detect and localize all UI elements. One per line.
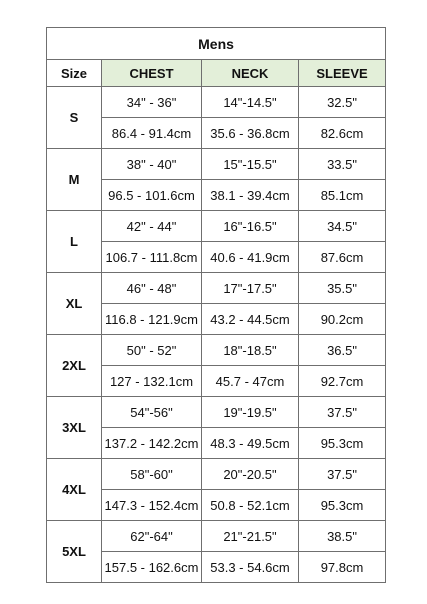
table-row [47, 273, 386, 304]
chest-inches-cell: 62"-64" [102, 521, 202, 552]
sleeve-cm-cell: 95.3cm [299, 428, 386, 459]
size-label: L [47, 211, 102, 273]
table-row [47, 149, 386, 180]
sleeve-cm-cell: 82.6cm [299, 118, 386, 149]
header-chest: CHEST [102, 60, 202, 87]
neck-inches-cell: 14"-14.5" [202, 87, 299, 118]
chest-cm-cell: 147.3 - 152.4cm [102, 490, 202, 521]
chest-inches-cell: 54"-56" [102, 397, 202, 428]
table-row [47, 521, 386, 552]
size-label: 4XL [47, 459, 102, 521]
size-label: 5XL [47, 521, 102, 583]
chest-cm-cell: 86.4 - 91.4cm [102, 118, 202, 149]
chest-inches-cell: 58"-60" [102, 459, 202, 490]
size-label: S [47, 87, 102, 149]
sleeve-inches-cell: 37.5" [299, 397, 386, 428]
chest-inches-cell: 38" - 40" [102, 149, 202, 180]
size-chart-table [46, 27, 386, 583]
chest-inches-cell: 46" - 48" [102, 273, 202, 304]
table-row [47, 397, 386, 428]
neck-inches-cell: 15"-15.5" [202, 149, 299, 180]
table-row [47, 211, 386, 242]
neck-inches-cell: 21"-21.5" [202, 521, 299, 552]
sleeve-cm-cell: 85.1cm [299, 180, 386, 211]
neck-inches-cell: 19"-19.5" [202, 397, 299, 428]
chest-cm-cell: 137.2 - 142.2cm [102, 428, 202, 459]
sleeve-inches-cell: 33.5" [299, 149, 386, 180]
sleeve-cm-cell: 97.8cm [299, 552, 386, 583]
size-label: M [47, 149, 102, 211]
size-label: 2XL [47, 335, 102, 397]
chest-cm-cell: 157.5 - 162.6cm [102, 552, 202, 583]
neck-cm-cell: 50.8 - 52.1cm [202, 490, 299, 521]
chest-cm-cell: 106.7 - 111.8cm [102, 242, 202, 273]
chest-inches-cell: 50" - 52" [102, 335, 202, 366]
table-row [47, 335, 386, 366]
neck-cm-cell: 40.6 - 41.9cm [202, 242, 299, 273]
size-label: XL [47, 273, 102, 335]
sleeve-cm-cell: 95.3cm [299, 490, 386, 521]
sleeve-inches-cell: 34.5" [299, 211, 386, 242]
neck-inches-cell: 16"-16.5" [202, 211, 299, 242]
neck-cm-cell: 48.3 - 49.5cm [202, 428, 299, 459]
chest-cm-cell: 116.8 - 121.9cm [102, 304, 202, 335]
header-sleeve: SLEEVE [299, 60, 386, 87]
sleeve-cm-cell: 92.7cm [299, 366, 386, 397]
table-title: Mens [47, 28, 386, 60]
chest-inches-cell: 42" - 44" [102, 211, 202, 242]
size-table-body [47, 87, 386, 583]
neck-cm-cell: 43.2 - 44.5cm [202, 304, 299, 335]
sleeve-inches-cell: 32.5" [299, 87, 386, 118]
size-label: 3XL [47, 397, 102, 459]
table-row [47, 87, 386, 118]
sleeve-cm-cell: 87.6cm [299, 242, 386, 273]
sleeve-cm-cell: 90.2cm [299, 304, 386, 335]
sleeve-inches-cell: 36.5" [299, 335, 386, 366]
header-neck: NECK [202, 60, 299, 87]
sleeve-inches-cell: 38.5" [299, 521, 386, 552]
neck-inches-cell: 18"-18.5" [202, 335, 299, 366]
neck-inches-cell: 20"-20.5" [202, 459, 299, 490]
chest-cm-cell: 127 - 132.1cm [102, 366, 202, 397]
neck-cm-cell: 35.6 - 36.8cm [202, 118, 299, 149]
sleeve-inches-cell: 35.5" [299, 273, 386, 304]
header-size: Size [47, 60, 102, 87]
neck-cm-cell: 45.7 - 47cm [202, 366, 299, 397]
neck-inches-cell: 17"-17.5" [202, 273, 299, 304]
table-row [47, 459, 386, 490]
sleeve-inches-cell: 37.5" [299, 459, 386, 490]
chest-inches-cell: 34" - 36" [102, 87, 202, 118]
neck-cm-cell: 38.1 - 39.4cm [202, 180, 299, 211]
chest-cm-cell: 96.5 - 101.6cm [102, 180, 202, 211]
neck-cm-cell: 53.3 - 54.6cm [202, 552, 299, 583]
